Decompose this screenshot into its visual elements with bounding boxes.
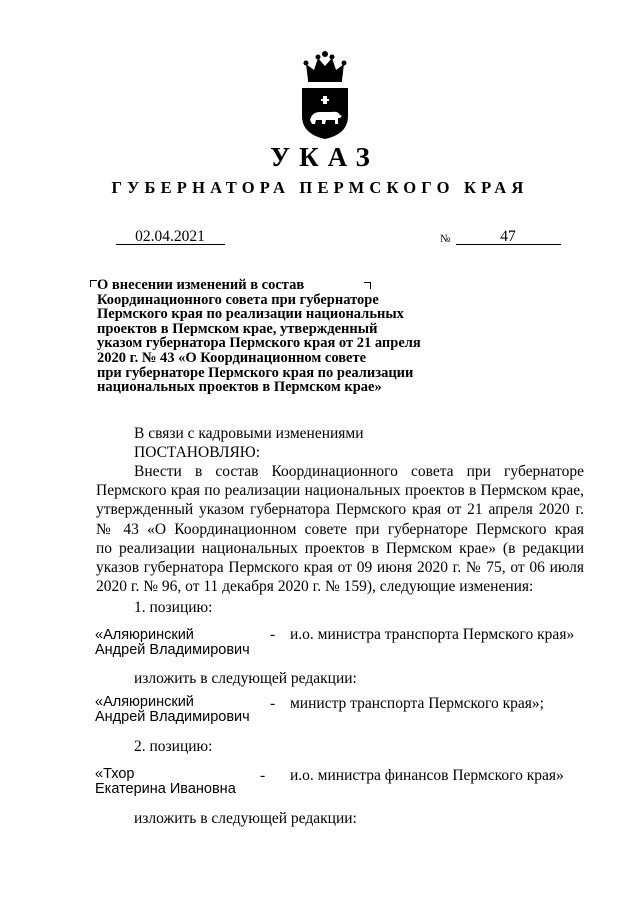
entry3-name-line2: Екатерина Ивановна bbox=[95, 781, 236, 797]
entry2-dash: - bbox=[270, 695, 276, 712]
entry3-position: и.о. министра финансов Пермского края» bbox=[290, 767, 564, 784]
restate-1-text: изложить в следующей редакции: bbox=[134, 670, 357, 687]
intro-text: В связи с кадровыми изменениями bbox=[134, 425, 364, 442]
perm-coat-of-arms-emblem bbox=[296, 50, 354, 140]
decree-word: ПОСТАНОВЛЯЮ: bbox=[134, 444, 261, 461]
heading-line: Координационного совета при губернаторе bbox=[97, 291, 379, 308]
body-line: указов губернатора Пермского края от 09 июня 2020 г. № 75, от 06 июля bbox=[96, 559, 584, 577]
heading-line: национальных проектов в Пермском крае» bbox=[97, 379, 382, 396]
entry3-name-line1: «Тхор bbox=[95, 766, 135, 782]
body-line: по реализации национальных проектов в Пермском крае» (в редакции bbox=[96, 539, 584, 557]
document-title: УКАЗ bbox=[270, 142, 379, 172]
body-line: утвержденный указом губернатора Пермского края от 21 апреля 2020 г. bbox=[96, 501, 584, 519]
body-line: Внести в состав Координационного совета при губернаторе bbox=[134, 463, 584, 480]
item-2-label: 2. позицию: bbox=[134, 738, 213, 755]
entry2-name-line1: «Аляюринский bbox=[95, 694, 194, 710]
number-underline bbox=[456, 244, 561, 245]
body-line: 2020 г. № 96, от 11 декабря 2020 г. № 159), следующие изменения: bbox=[96, 578, 534, 596]
date-underline bbox=[116, 244, 225, 245]
document-subtitle: ГУБЕРНАТОРА ПЕРМСКОГО КРАЯ bbox=[111, 178, 529, 197]
body-line: № 43 «О Координационном совете при губернаторе Пермского края bbox=[96, 520, 584, 538]
entry1-name-line2: Андрей Владимирович bbox=[95, 642, 250, 658]
entry2-position: министр транспорта Пермского края»; bbox=[290, 695, 544, 712]
number-label: № bbox=[440, 233, 451, 245]
heading-line: О внесении изменений в состав bbox=[97, 277, 305, 293]
document-date: 02.04.2021 bbox=[135, 228, 205, 245]
item-1-label: 1. позицию: bbox=[134, 599, 213, 616]
entry2-name-line2: Андрей Владимирович bbox=[95, 709, 250, 725]
restate-2-text: изложить в следующей редакции: bbox=[134, 810, 357, 827]
heading-line: указом губернатора Пермского края от 21 апреля bbox=[97, 335, 421, 352]
entry1-position: и.о. министра транспорта Пермского края» bbox=[290, 626, 575, 643]
entry1-dash: - bbox=[270, 626, 276, 643]
body-line: Пермского края по реализации национальных проектов в Пермском крае, bbox=[96, 482, 584, 500]
heading-line: проектов в Пермском крае, утвержденный bbox=[97, 320, 378, 337]
heading-line: Пермского края по реализации национальных bbox=[97, 306, 404, 323]
decree-body bbox=[96, 462, 584, 596]
entry3-dash: - bbox=[260, 767, 266, 784]
entry1-name-line1: «Аляюринский bbox=[95, 627, 194, 643]
document-number: 47 bbox=[500, 228, 516, 245]
decree-heading bbox=[97, 278, 457, 395]
heading-line: 2020 г. № 43 «О Координационном совете bbox=[97, 349, 367, 366]
heading-line: при губернаторе Пермского края по реализации bbox=[97, 364, 414, 381]
heading-corner-left bbox=[90, 280, 97, 287]
